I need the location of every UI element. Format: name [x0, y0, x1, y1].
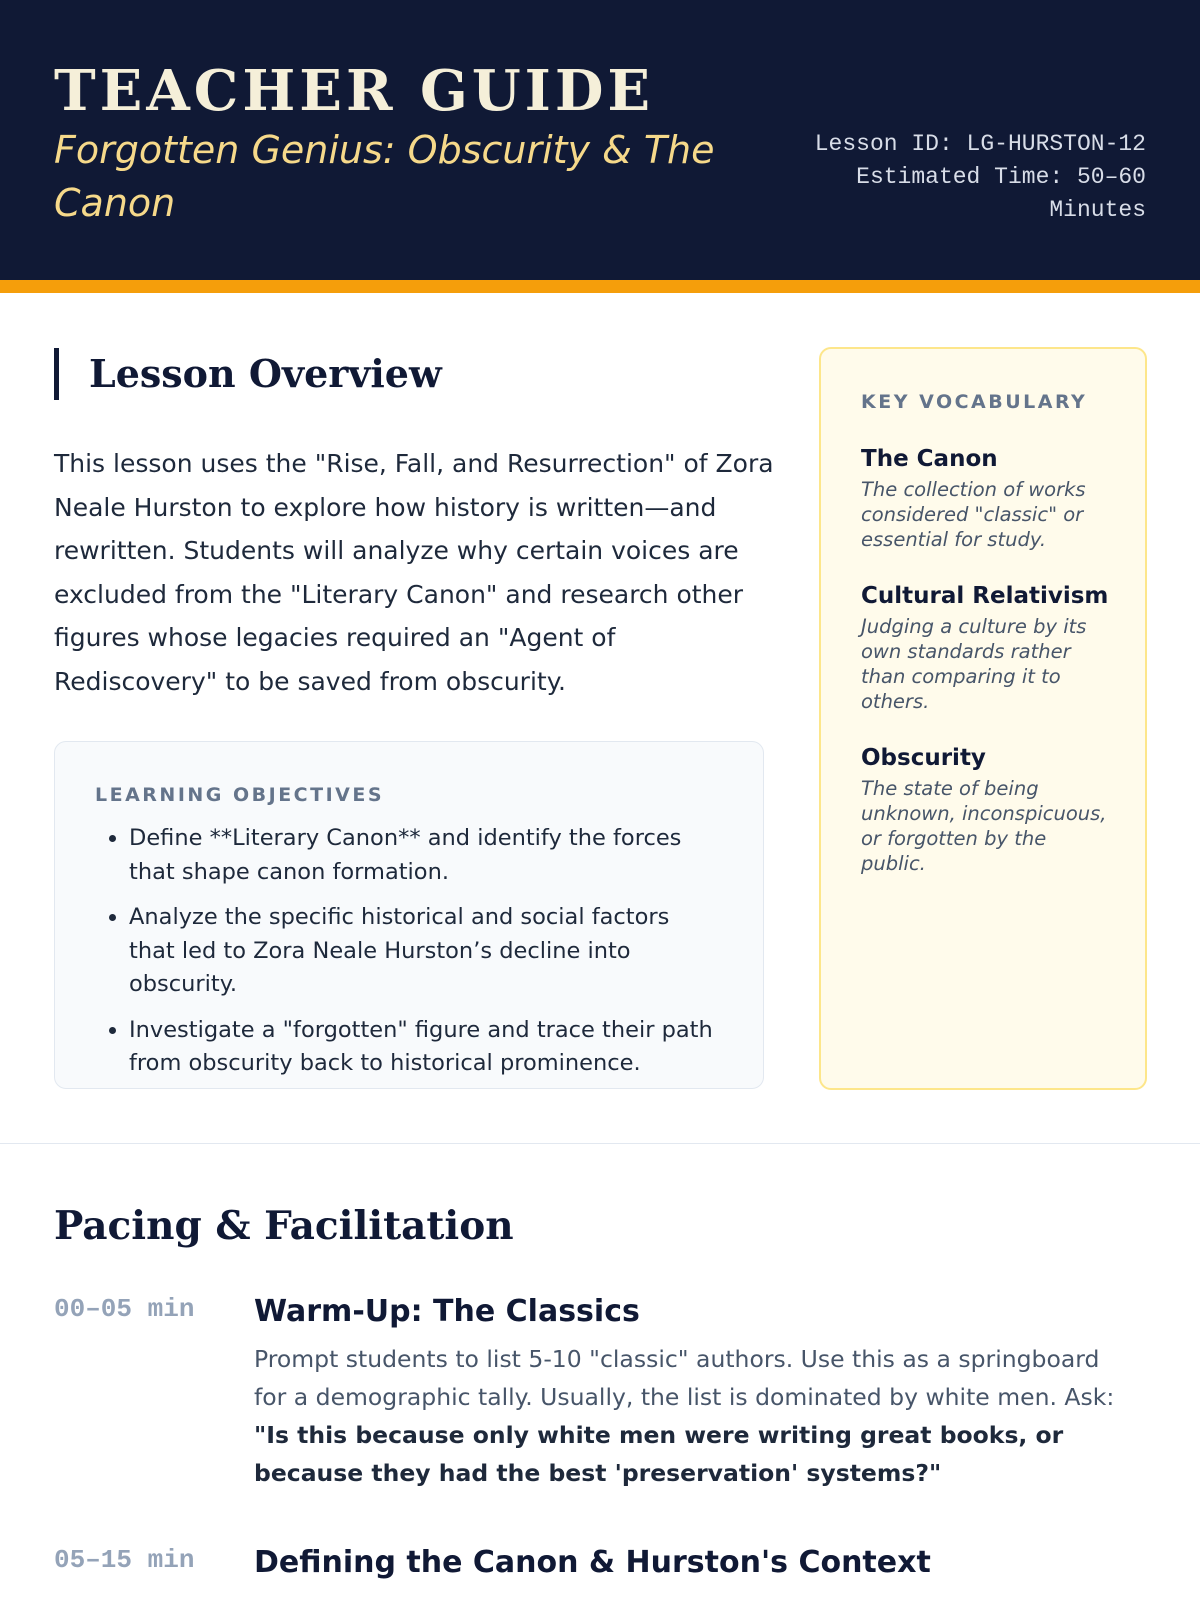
vocab-term-name: Cultural Relativism: [861, 583, 1109, 609]
lesson-meta: [786, 128, 1146, 227]
lesson-id: Lesson ID: LG-HURSTON-12: [814, 131, 1146, 157]
step-title: Warm-Up: The Classics: [254, 1294, 640, 1329]
header-accent-bar: [0, 280, 1200, 293]
section-divider: [0, 1143, 1200, 1144]
pacing-title: Pacing & Facilitation: [54, 1203, 514, 1249]
objective-item: • Investigate a "forgotten" figure and trace their path from obscurity back to historical prominence.: [129, 1014, 721, 1081]
vocab-term-name: Obscurity: [861, 745, 986, 771]
overview-text: This lesson uses the "Rise, Fall, and Resurrection" of Zora Neale Hurston to explore how history is written—and rewritten. Students will analyze why certain voices are excluded from the "Literary Canon" and research other figures whose legacies required an "Agent of Rediscovery" to be saved from obscurity.: [54, 449, 774, 696]
vocab-term-definition: The state of being unknown, inconspicuous, or forgotten by the public.: [861, 777, 1107, 875]
objectives-list: [95, 822, 721, 1081]
vocab-term-definition: The collection of works considered "classic" or essential for study.: [861, 478, 1086, 551]
step-description-text: Prompt students to list 5-10 "classic" authors. Use this as a springboard for a demographic tally. Usually, the list is dominated by white men. Ask:: [254, 1345, 1115, 1411]
lesson-subtitle: Forgotten Genius: Obscurity & The Canon: [54, 128, 715, 225]
overview-heading: [54, 348, 442, 400]
step-title: Defining the Canon & Hurston's Context: [254, 1545, 931, 1580]
step-body: [254, 1545, 1134, 1583]
overview-title: Lesson Overview: [89, 351, 442, 396]
step-body: [254, 1294, 1134, 1492]
step-time: 00–05 min: [54, 1294, 195, 1324]
vocab-term-definition: Judging a culture by its own standards rather than comparing it to others.: [861, 615, 1087, 713]
step-description: [254, 1340, 1134, 1492]
objectives-label: LEARNING OBJECTIVES: [95, 784, 385, 806]
key-vocabulary-box: [819, 347, 1147, 1090]
objective-item: • Analyze the specific historical and social factors that led to Zora Neale Hurston’s decline into obscurity.: [129, 901, 721, 1002]
vocab-term: [861, 443, 1115, 552]
step-time: 05–15 min: [54, 1545, 195, 1575]
vocab-term: [861, 580, 1115, 714]
step-description-question: "Is this because only white men were writing great books, or because they had the best 'preservation' systems?": [254, 1421, 1064, 1487]
vocab-term: [861, 742, 1115, 876]
vocabulary-label: KEY VOCABULARY: [861, 391, 1088, 413]
objective-item: • Define **Literary Canon** and identify the forces that shape canon formation.: [129, 822, 721, 889]
guide-title: TEACHER GUIDE: [54, 58, 655, 124]
vocab-term-name: The Canon: [861, 446, 998, 472]
estimated-time-unit: Minutes: [1049, 197, 1146, 223]
learning-objectives-box: [54, 741, 764, 1089]
header: [0, 0, 1200, 280]
estimated-time: Estimated Time: 50–60: [856, 164, 1146, 190]
